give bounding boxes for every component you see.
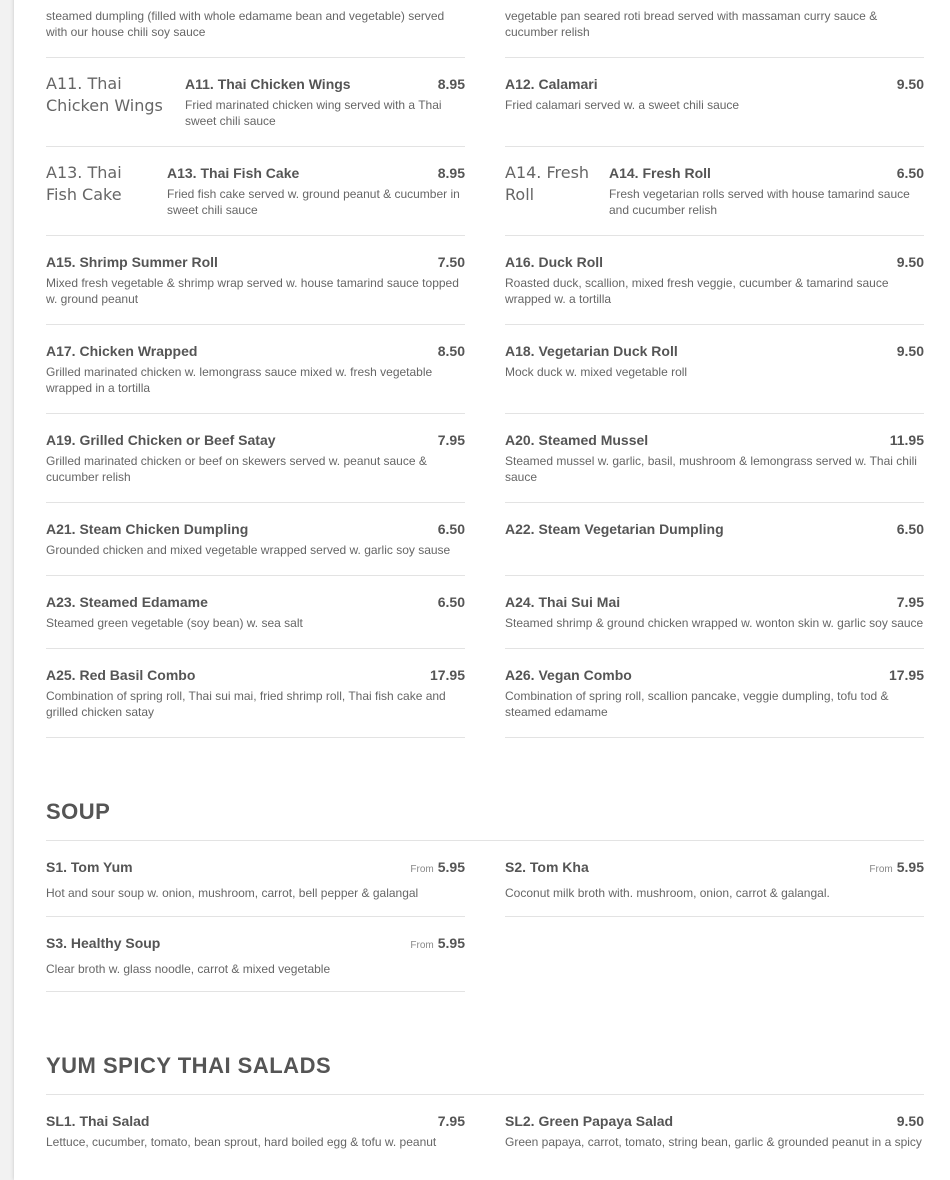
item-name: A19. Grilled Chicken or Beef Satay	[46, 432, 276, 448]
item-name: A25. Red Basil Combo	[46, 667, 196, 683]
item-price: 6.50	[896, 165, 924, 181]
item-name: A22. Steam Vegetarian Dumpling	[505, 521, 724, 537]
item-description: Fried calamari served w. a sweet chili sauce	[505, 98, 740, 112]
item-name: SL1. Thai Salad	[46, 1113, 150, 1129]
menu-item-sl1[interactable]	[46, 1095, 465, 1175]
item-name: S1. Tom Yum	[46, 859, 133, 875]
menu-item-a26[interactable]	[505, 649, 924, 738]
item-description: Grilled marinated chicken or beef on skewers served w. peanut sauce & cucumber relish	[46, 454, 427, 484]
item-price	[869, 858, 924, 879]
menu-item-s3[interactable]	[46, 917, 465, 992]
menu-item-a23[interactable]	[46, 576, 465, 649]
item-name: A23. Steamed Edamame	[46, 594, 208, 610]
item-price: 7.95	[437, 1113, 465, 1129]
item-name: A16. Duck Roll	[505, 254, 604, 270]
item-description: Lettuce, cucumber, tomato, bean sprout, hard boiled egg & tofu w. peanut	[46, 1135, 437, 1149]
item-image: A14. Fresh Roll	[505, 163, 590, 204]
item-description: Mock duck w. mixed vegetable roll	[505, 365, 688, 379]
item-price: 17.95	[429, 667, 465, 683]
item-description: Grounded chicken and mixed vegetable wrapped served w. garlic soy sause	[46, 543, 451, 557]
price-from-label: From	[869, 864, 893, 875]
item-name: A26. Vegan Combo	[505, 667, 632, 683]
item-description: Steamed green vegetable (soy bean) w. sea salt	[46, 616, 303, 630]
item-name: S3. Healthy Soup	[46, 935, 161, 951]
item-description: Fried fish cake served w. ground peanut & cucumber in sweet chili sauce	[167, 187, 460, 217]
menu-item-description: steamed dumpling (filled with whole edamame bean and vegetable) served with our house chili soy sauce	[46, 9, 445, 39]
item-description: Combination of spring roll, scallion pancake, veggie dumpling, tofu tod & steamed edamame	[505, 689, 889, 719]
menu-item-a18[interactable]	[505, 325, 924, 414]
item-name: A24. Thai Sui Mai	[505, 594, 621, 610]
item-description: Fried marinated chicken wing served with a Thai sweet chili sauce	[185, 98, 442, 128]
item-price: 8.95	[437, 76, 465, 92]
menu-item-s2[interactable]	[505, 841, 924, 917]
item-price: 7.95	[896, 594, 924, 610]
item-name: S2. Tom Kha	[505, 859, 589, 875]
item-description: Green papaya, carrot, tomato, string bean, garlic & grounded peanut in a spicy	[505, 1135, 922, 1149]
item-price: 9.50	[896, 343, 924, 359]
item-price-value: 5.95	[437, 935, 465, 951]
item-description: Clear broth w. glass noodle, carrot & mixed vegetable	[46, 962, 331, 976]
item-price: 6.50	[437, 594, 465, 610]
item-description: Combination of spring roll, Thai sui mai, fried shrimp roll, Thai fish cake and grilled chicken satay	[46, 689, 446, 719]
item-description: Fresh vegetarian rolls served with house tamarind sauce and cucumber relish	[609, 187, 910, 217]
item-name: A21. Steam Chicken Dumpling	[46, 521, 249, 537]
price-from-label: From	[410, 864, 434, 875]
item-name: A13. Thai Fish Cake	[167, 165, 300, 181]
menu-item-a25[interactable]	[46, 649, 465, 738]
item-name: A12. Calamari	[505, 76, 598, 92]
item-price	[410, 858, 465, 879]
item-description: Steamed shrimp & ground chicken wrapped w. wonton skin w. garlic soy sauce	[505, 616, 924, 630]
menu-item-a19[interactable]	[46, 414, 465, 503]
item-description: Coconut milk broth with. mushroom, onion, carrot & galangal.	[505, 886, 830, 900]
menu-item-a17[interactable]	[46, 325, 465, 414]
item-price: 6.50	[896, 521, 924, 537]
menu-item-a12[interactable]	[505, 58, 924, 147]
item-name: A18. Vegetarian Duck Roll	[505, 343, 678, 359]
menu-item-a11[interactable]	[46, 58, 465, 147]
item-description: Grilled marinated chicken w. lemongrass sauce mixed w. fresh vegetable wrapped in a tortilla	[46, 365, 433, 395]
item-image: A13. Thai Fish Cake	[46, 163, 122, 204]
menu-item-a15[interactable]	[46, 236, 465, 325]
menu-item-a22[interactable]	[505, 503, 924, 576]
item-description: Hot and sour soup w. onion, mushroom, carrot, bell pepper & galangal	[46, 886, 419, 900]
menu-item-a21[interactable]	[46, 503, 465, 576]
menu-item-description: vegetable pan seared roti bread served with massaman curry sauce & cucumber relish	[505, 9, 878, 39]
item-price: 9.50	[896, 254, 924, 270]
item-price-value: 5.95	[437, 859, 465, 875]
item-price-value: 5.95	[896, 859, 924, 875]
item-price	[410, 934, 465, 955]
item-price: 6.50	[437, 521, 465, 537]
item-price: 9.50	[896, 76, 924, 92]
item-price: 9.50	[896, 1113, 924, 1129]
item-price: 7.95	[437, 432, 465, 448]
item-name: A14. Fresh Roll	[609, 165, 711, 181]
item-price: 7.50	[437, 254, 465, 270]
item-name: A15. Shrimp Summer Roll	[46, 254, 218, 270]
item-price: 11.95	[889, 432, 924, 448]
menu-item-sl2[interactable]	[505, 1095, 924, 1175]
item-description: Mixed fresh vegetable & shrimp wrap served w. house tamarind sauce topped w. ground peanut	[46, 276, 459, 306]
section-title-soup: SOUP	[46, 799, 924, 841]
item-name: A20. Steamed Mussel	[505, 432, 649, 448]
menu-item-s1[interactable]	[46, 841, 465, 917]
item-description: Roasted duck, scallion, mixed fresh veggie, cucumber & tamarind sauce wrapped w. a tortilla	[505, 276, 889, 306]
menu-item-partial-left[interactable]	[46, 0, 465, 58]
menu-item-partial-right[interactable]	[505, 0, 924, 58]
item-image: A11. Thai Chicken Wings	[46, 74, 163, 115]
menu-item-a20[interactable]	[505, 414, 924, 503]
item-description: Steamed mussel w. garlic, basil, mushroom & lemongrass served w. Thai chili sauce	[505, 454, 917, 484]
item-name: A17. Chicken Wrapped	[46, 343, 198, 359]
item-name: A11. Thai Chicken Wings	[185, 76, 351, 92]
item-price: 8.95	[437, 165, 465, 181]
menu-item-a24[interactable]	[505, 576, 924, 649]
menu-item-a16[interactable]	[505, 236, 924, 325]
menu-item-a14[interactable]	[505, 147, 924, 236]
menu-item-a13[interactable]	[46, 147, 465, 236]
item-price: 17.95	[888, 667, 924, 683]
item-price: 8.50	[437, 343, 465, 359]
section-title-salads: YUM SPICY THAI SALADS	[46, 1053, 924, 1095]
price-from-label: From	[410, 940, 434, 951]
item-name: SL2. Green Papaya Salad	[505, 1113, 674, 1129]
